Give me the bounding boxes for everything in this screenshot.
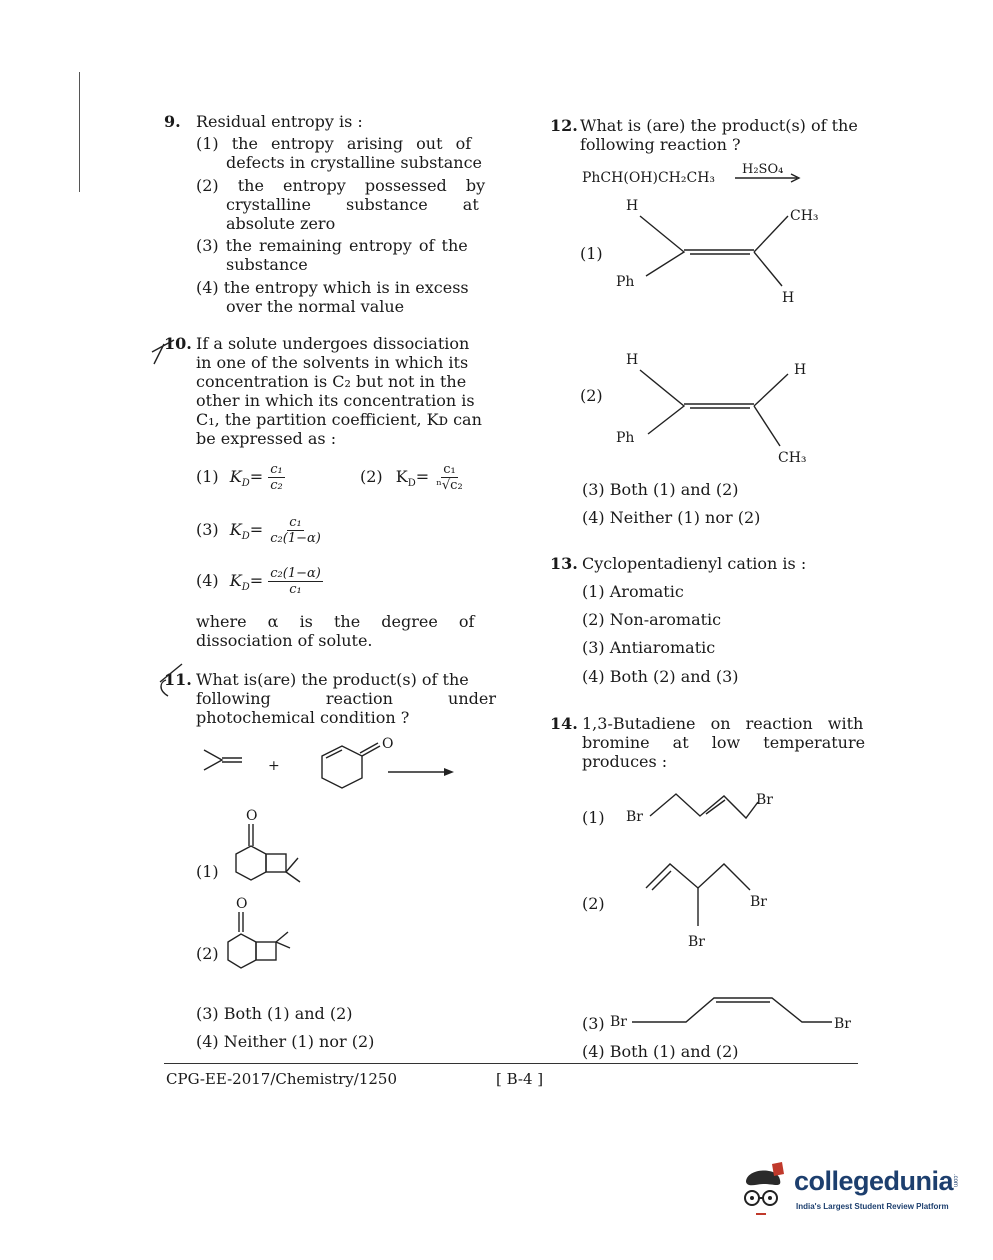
footer-paper-code: CPG-EE-2017/Chemistry/1250 bbox=[166, 1070, 398, 1088]
margin-line bbox=[79, 72, 80, 192]
q10-line4: other in which its concentration is bbox=[196, 391, 475, 410]
footer-rule bbox=[164, 1063, 858, 1064]
q10-option-4: (4) $K_D=$ $\frac{\text{c₂(1−α)}}{\text{c₁}}$ bbox=[196, 566, 321, 597]
kd-symbol: $K_D$ bbox=[229, 520, 250, 543]
q9-o2-line1: (2) the entropy possessed by bbox=[196, 176, 486, 195]
kd-symbol: $K_D$ bbox=[229, 571, 250, 594]
graduate-face-icon bbox=[738, 1162, 790, 1220]
q14-option-2-label: (2) bbox=[582, 894, 605, 913]
q10-option-1: (1) $K_D=$ $\frac{\text{c₁}}{\text{c₂}}$ bbox=[196, 462, 283, 493]
footer-page-number: [ B-4 ] bbox=[496, 1070, 544, 1088]
q9-number: 9. bbox=[164, 112, 181, 131]
q11-option-1-structure bbox=[228, 808, 318, 898]
atom-label-h: H bbox=[626, 198, 639, 214]
atom-label-br: Br bbox=[756, 792, 773, 808]
atom-label-h: H bbox=[626, 352, 639, 368]
q11-line2: following reaction under bbox=[196, 689, 497, 708]
kd-symbol: $K_D$ bbox=[229, 467, 250, 490]
q13-option-2: (2) Non-aromatic bbox=[582, 610, 722, 629]
q12-option-2-label: (2) bbox=[580, 386, 603, 405]
q9-option-2 bbox=[196, 176, 496, 233]
q9-o3-line1: (3) the remaining entropy of the bbox=[196, 236, 468, 255]
q10-o3-label: (3) bbox=[196, 520, 219, 539]
q10-o4-label: (4) bbox=[196, 571, 219, 590]
atom-label-br: Br bbox=[834, 1016, 851, 1032]
q10-o2-label: (2) bbox=[360, 467, 383, 486]
q12-reaction-arrow bbox=[735, 172, 805, 184]
q14-option-1-label: (1) bbox=[582, 808, 605, 827]
q10-o4-fraction: $\frac{\text{c₂(1−α)}}{\text{c₁}}$ bbox=[270, 566, 321, 597]
q10-line1: If a solute undergoes dissociation bbox=[196, 334, 470, 353]
plus-sign: + bbox=[268, 758, 280, 774]
q10-note-line1: where α is the degree of bbox=[196, 612, 475, 631]
q14-line2: bromine at low temperature bbox=[582, 733, 866, 752]
q12-number: 12. bbox=[550, 116, 578, 135]
q12-option-3: (3) Both (1) and (2) bbox=[582, 480, 739, 499]
q10-number: 10. bbox=[164, 334, 192, 353]
q9-o2-line3: absolute zero bbox=[226, 214, 336, 233]
q14-option-3-label: (3) bbox=[582, 1014, 605, 1033]
q10-line6: be expressed as : bbox=[196, 429, 337, 448]
q10-o3-fraction: $\frac{\text{c₁}}{\text{c₂(1−α)}}$ bbox=[270, 515, 321, 546]
oxygen-label: O bbox=[382, 736, 394, 752]
q9-o1-line1: (1) the entropy arising out of bbox=[196, 134, 472, 153]
q13-option-1: (1) Aromatic bbox=[582, 582, 684, 601]
q10-line2: in one of the solvents in which its bbox=[196, 353, 469, 372]
q11-option-2-label: (2) bbox=[196, 944, 219, 963]
q12-line1: What is (are) the product(s) of the bbox=[580, 116, 858, 135]
q14-option-1-structure bbox=[624, 786, 794, 830]
atom-label-ch3: CH₃ bbox=[790, 208, 819, 224]
q11-option-2-structure bbox=[228, 896, 318, 986]
q9-stem: Residual entropy is : bbox=[196, 112, 363, 131]
q9-o4-line2: over the normal value bbox=[226, 297, 405, 316]
pen-tick-mark-icon bbox=[156, 660, 186, 700]
q10-option-3: (3) $K_D=$ $\frac{\text{c₁}}{\text{c₂(1−α)}}$ bbox=[196, 515, 321, 546]
q14-option-3-structure bbox=[610, 990, 870, 1032]
q14-stem bbox=[582, 714, 882, 771]
q9-o1-line2: defects in crystalline substance bbox=[226, 153, 483, 172]
q12-option-1-structure bbox=[610, 192, 830, 306]
q13-option-4: (4) Both (2) and (3) bbox=[582, 667, 739, 686]
logo-tagline: India's Largest Student Review Platform bbox=[796, 1202, 949, 1211]
q9-o3-line2: substance bbox=[226, 255, 308, 274]
atom-label-h: H bbox=[782, 290, 795, 306]
q11-option-4: (4) Neither (1) nor (2) bbox=[196, 1032, 375, 1051]
logo-domain-suffix: .com bbox=[952, 1174, 958, 1188]
isobutylene-structure bbox=[204, 750, 242, 770]
atom-label-br: Br bbox=[750, 894, 767, 910]
oxygen-label: O bbox=[236, 896, 248, 912]
q9-o4-line1: (4) the entropy which is in excess bbox=[196, 278, 469, 297]
q12-reagent: H₂SO₄ bbox=[742, 162, 784, 177]
q11-number: 11. bbox=[164, 670, 192, 689]
q12-reactant: PhCH(OH)CH₂CH₃ bbox=[582, 170, 716, 186]
atom-label-h: H bbox=[794, 362, 807, 378]
q10-stem bbox=[196, 334, 496, 448]
q10-note-line2: dissociation of solute. bbox=[196, 631, 373, 650]
arrow-head-icon bbox=[444, 768, 454, 776]
q11-option-1-label: (1) bbox=[196, 862, 219, 881]
q12-option-2-structure bbox=[610, 344, 830, 474]
q14-number: 14. bbox=[550, 714, 578, 733]
q13-option-3: (3) Antiaromatic bbox=[582, 638, 716, 657]
oxygen-label: O bbox=[246, 808, 258, 824]
q10-o1-label: (1) bbox=[196, 467, 219, 486]
q10-o2-fraction: $\frac{\text{c₁}}{\text{ⁿ√c₂}}$ bbox=[436, 462, 463, 493]
q11-line1: What is(are) the product(s) of the bbox=[196, 670, 469, 689]
atom-label-br: Br bbox=[688, 934, 705, 950]
q12-option-1-label: (1) bbox=[580, 244, 603, 263]
collegedunia-logo bbox=[738, 1158, 968, 1228]
q11-line3: photochemical condition ? bbox=[196, 708, 410, 727]
q9-option-3 bbox=[196, 236, 496, 274]
q9-o2-line2: crystalline substance at bbox=[226, 195, 479, 214]
q14-line3: produces : bbox=[582, 752, 668, 771]
cyclohexenone-structure bbox=[322, 736, 393, 788]
q10-line3: concentration is C₂ but not in the bbox=[196, 372, 467, 391]
q11-reaction-scheme bbox=[196, 736, 466, 796]
atom-label-ph: Ph bbox=[616, 274, 635, 290]
atom-label-ch3: CH₃ bbox=[778, 450, 807, 466]
q9-option-4 bbox=[196, 278, 496, 316]
pen-tick-mark-icon bbox=[150, 326, 180, 366]
q11-stem bbox=[196, 670, 496, 727]
q12-stem bbox=[580, 116, 882, 154]
atom-label-br: Br bbox=[626, 809, 643, 825]
q13-stem: Cyclopentadienyl cation is : bbox=[582, 554, 807, 573]
q14-option-4: (4) Both (1) and (2) bbox=[582, 1042, 739, 1061]
q9-option-1 bbox=[196, 134, 496, 172]
q10-option-2: (2) $K_D=$ $\frac{\text{c₁}}{\text{ⁿ√c₂}}$ bbox=[360, 462, 463, 493]
q12-option-4: (4) Neither (1) nor (2) bbox=[582, 508, 761, 527]
q14-line1: 1,3-Butadiene on reaction with bbox=[582, 714, 864, 733]
q14-option-2-structure bbox=[640, 856, 790, 952]
logo-wordmark: collegedunia bbox=[794, 1166, 954, 1196]
atom-label-br: Br bbox=[610, 1014, 627, 1030]
q12-line2: following reaction ? bbox=[580, 135, 741, 154]
q13-number: 13. bbox=[550, 554, 578, 573]
q10-note bbox=[196, 612, 496, 650]
q10-o1-fraction: $\frac{\text{c₁}}{\text{c₂}}$ bbox=[270, 462, 283, 493]
q11-option-3: (3) Both (1) and (2) bbox=[196, 1004, 353, 1023]
kd-symbol: $K_D$ bbox=[395, 467, 416, 490]
atom-label-ph: Ph bbox=[616, 430, 635, 446]
q10-line5: C₁, the partition coefficient, Kᴅ can bbox=[196, 410, 482, 429]
